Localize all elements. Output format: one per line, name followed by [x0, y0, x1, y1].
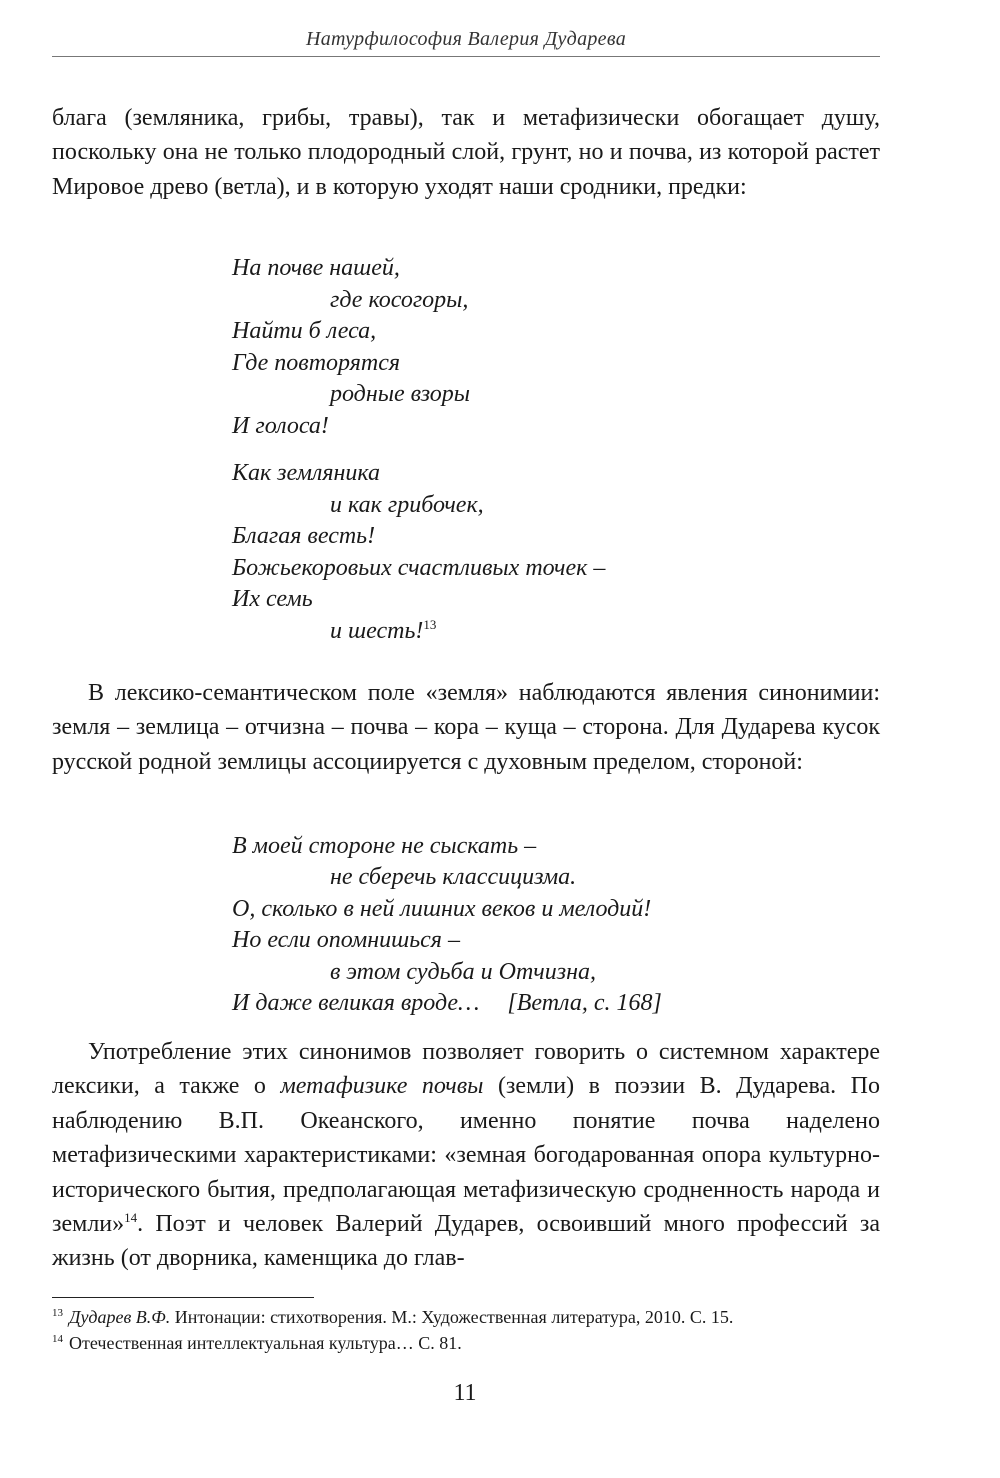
poem-1-line: Где повторятся [232, 349, 401, 376]
poem-2-last-line [232, 988, 662, 1019]
paragraph-3-italic-term: метафизике почвы [280, 1073, 484, 1100]
poem-1-line: Их семь [232, 586, 313, 612]
footnote-13 [52, 1305, 912, 1329]
poem-2-line: в этом судьба и Отчизна, [330, 958, 597, 985]
poem-2 [232, 831, 662, 1019]
poem-1 [232, 253, 605, 647]
poem-1-line: где косогоры, [330, 286, 469, 313]
paragraph-1: блага (земляника, грибы, травы), так и метафизически обогащает душу, поскольку она не только плодородный слой, грунт, но и почва, из которой растет Мировое древо (ветла), и в которую уходят наши сродники, предки: [52, 105, 880, 200]
poem-2-line-text: И даже великая вроде… [232, 990, 480, 1017]
paragraph-2: В лексико-семантическом поле «земля» наблюдаются явления синонимии: земля – землица – отчизна – почва – кора – куща – сторона. Для Дударева кусок русской родной землицы ассоциируется с духовным пределом, стороной: [52, 680, 880, 775]
stanza-gap [232, 442, 605, 458]
poem-1-line: На почве нашей, [232, 255, 400, 281]
poem-1-line: Благая весть! [232, 523, 376, 549]
poem-1-line: Найти б леса, [232, 318, 377, 344]
poem-2-citation: [Ветла, с. 168] [507, 990, 662, 1017]
poem-1-line-text: и шесть! [330, 617, 424, 644]
header-rule [52, 56, 880, 57]
poem-1-line: И голоса! [232, 412, 329, 439]
poem-2-line: Но если опомнишься – [232, 927, 460, 954]
footnote-13-author: Дударев В.Ф. [69, 1307, 171, 1327]
running-header: Натурфилософия Валерия Дударева [305, 28, 627, 50]
poem-1-line: Как земляника [232, 460, 381, 486]
paragraph-3 [52, 1035, 880, 1276]
poem-2-line: не сберечь классицизма. [330, 864, 577, 891]
footnote-ref-14[interactable]: 14 [124, 1210, 138, 1226]
footnote-rule [52, 1297, 314, 1298]
footnote-13-text: Интонации: стихотворения. М.: Художественная литература, 2010. С. 15. [170, 1307, 734, 1327]
poem-1-line: Божьекоровьих счастливых точек – [232, 554, 606, 581]
footnote-14 [52, 1331, 912, 1355]
paragraph-3-text: Употребление этих синонимов позволяет говорить о системном характере лексики, а также о [52, 1039, 880, 1100]
poem-1-last-line [232, 616, 605, 648]
footnote-ref-13[interactable]: 13 [423, 616, 437, 632]
page-number: 11 [453, 1380, 477, 1406]
footnote-14-text: Отечественная интеллектуальная культура… С. 81. [69, 1333, 462, 1353]
poem-2-line: В моей стороне не сыскать – [232, 833, 537, 859]
poem-1-line: родные взоры [330, 381, 471, 407]
footnote-13-mark: 13 [52, 1307, 63, 1319]
paragraph-3-text: (земли) в поэзии В. Дударева. По наблюдению В.П. Океанского, именно понятие почва наделено метафизическими характеристиками: «земная богодарованная опора культурно-исторического бытия, предполагающая метафизическую сродненность народа и земли» [52, 1073, 880, 1238]
footnote-14-mark: 14 [52, 1333, 63, 1345]
poem-1-line: и как грибочек, [330, 491, 484, 518]
poem-2-line: О, сколько в ней лишних веков и мелодий! [232, 895, 652, 922]
paragraph-3-text: . Поэт и человек Валерий Дударев, освоивший много профессий за жизнь (от дворника, каменщика до глав- [52, 1211, 880, 1272]
